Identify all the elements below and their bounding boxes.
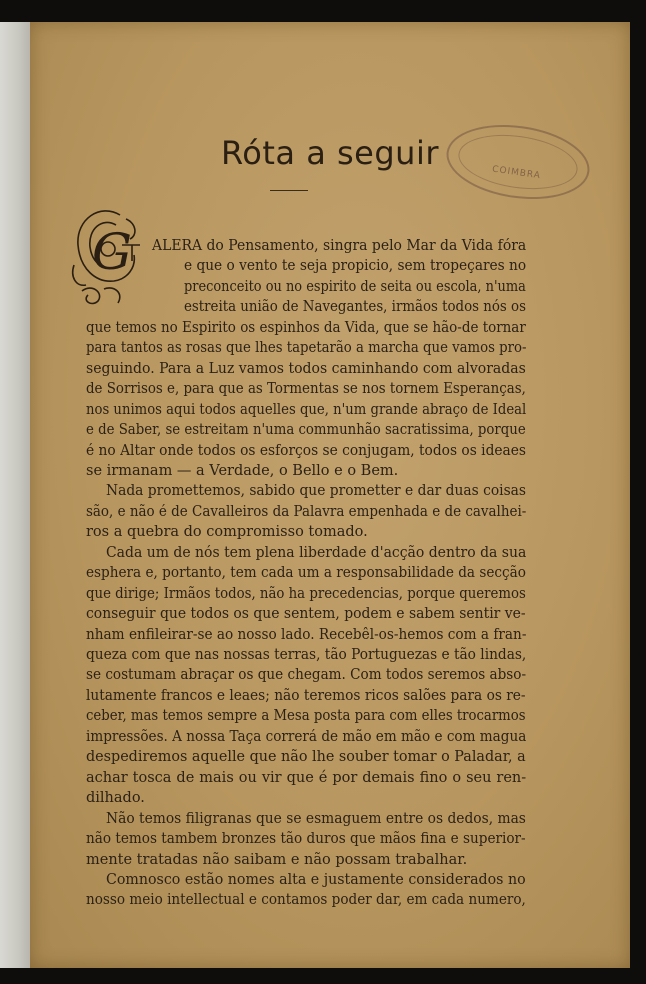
text-line: seguindo. Para a Luz vamos todos caminhando com alvoradas	[86, 360, 526, 377]
page-title: Róta a seguir	[221, 134, 439, 172]
dropcap-letter: G	[92, 223, 132, 281]
text-line: preconceito ou no espirito de seita ou escola, n'uma	[184, 278, 526, 295]
text-line: não temos tambem bronzes tão duros que mãos fina e superior-	[86, 831, 526, 848]
text-line: são, e não é de Cavalleiros da Palavra empenhada e de cavalhei-	[86, 503, 527, 520]
text-line: e de Saber, se estreitam n'uma communhão sacratissima, porque	[86, 422, 526, 439]
library-stamp-text: COIMBRA	[491, 164, 542, 182]
book-spine-edge	[0, 22, 30, 968]
text-line: nos unimos aqui todos aquelles que, n'um grande abraço de Ideal	[86, 401, 527, 418]
title-rule	[270, 190, 308, 191]
text-line: dilhado.	[86, 790, 145, 807]
text-line: e que o vento te seja propicio, sem tropeçares no	[184, 258, 527, 275]
text-line: impressões. A nossa Taça correrá de mão em mão e com magua	[86, 728, 527, 745]
library-stamp	[442, 116, 595, 207]
text-line: ceber, mas temos sempre a Mesa posta para com elles trocarmos	[86, 708, 526, 725]
text-line: conseguir que todos os que sentem, podem e sabem sentir ve-	[86, 606, 526, 623]
text-line: para tantos as rosas que lhes tapetarão a marcha que vamos pro-	[86, 340, 527, 357]
text-line: achar tosca de mais ou vir que é por demais fino o seu ren-	[86, 769, 527, 786]
text-line: mente tratadas não saibam e não possam trabalhar.	[86, 851, 468, 868]
text-line: despediremos aquelle que não lhe souber tomar o Paladar, a	[86, 749, 526, 766]
text-line: Cada um de nós tem plena liberdade d'acção dentro da sua	[106, 544, 527, 561]
text-line: se irmanam — a Verdade, o Bello e o Bem.	[86, 462, 399, 479]
text-line: Comnosco estão nomes alta e justamente considerados no	[106, 871, 526, 888]
text-line: ALERA do Pensamento, singra pelo Mar da Vida fóra	[152, 238, 527, 254]
ornamental-dropcap-icon	[70, 205, 144, 313]
text-line: esphera e, portanto, tem cada um a responsabilidade da secção	[86, 565, 526, 582]
text-line: estreita união de Navegantes, irmãos todos nós os	[184, 299, 526, 316]
text-line: que temos no Espirito os espinhos da Vida, que se hão-de tornar	[86, 319, 526, 336]
text-line: Não temos filigranas que se esmaguem entre os dedos, mas	[106, 810, 526, 827]
text-line: que dirige; Irmãos todos, não ha precedencias, porque queremos	[86, 585, 526, 602]
document-page	[30, 22, 630, 968]
text-line: Nada promettemos, sabido que prometter e dar duas coisas	[106, 483, 526, 500]
text-line: é no Altar onde todos os esforços se conjugam, todos os ideaes	[86, 442, 526, 459]
text-line: nosso meio intellectual e contamos poder dar, em cada numero,	[86, 892, 526, 909]
text-line: queza com que nas nossas terras, tão Portuguezas e tão lindas,	[86, 647, 527, 663]
text-line: ros a quebra do compromisso tomado.	[86, 524, 368, 541]
text-line: de Sorrisos e, para que as Tormentas se nos tornem Esperanças,	[86, 381, 526, 398]
text-line: lutamente francos e leaes; não teremos ricos salões para os re-	[86, 687, 526, 704]
text-line: nham enfileirar-se ao nosso lado. Recebêl-os-hemos com a fran-	[86, 626, 527, 643]
text-line: se costumam abraçar os que chegam. Com todos seremos abso-	[86, 667, 527, 684]
